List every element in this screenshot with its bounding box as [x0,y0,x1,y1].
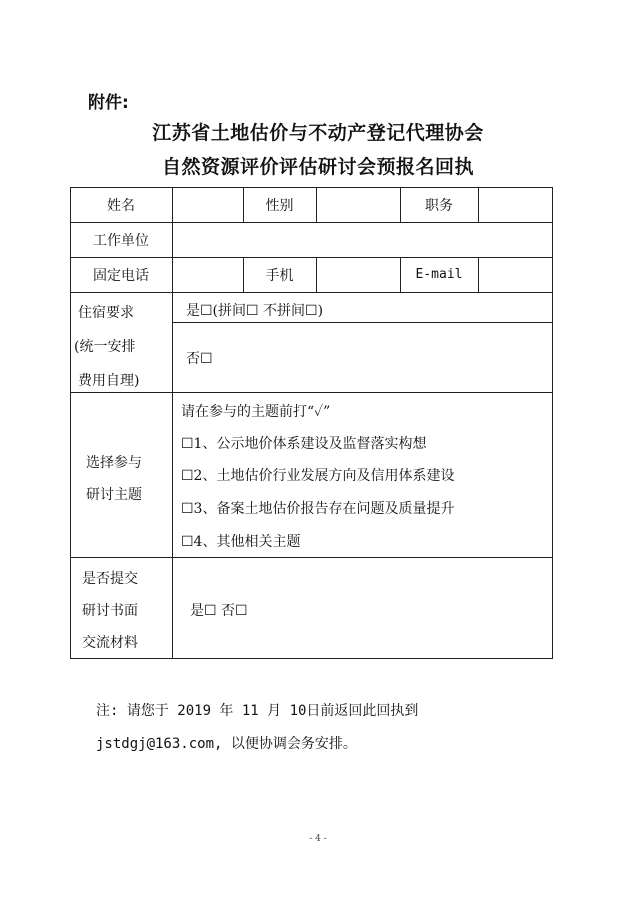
submit-label-line-1: 是否提交 [82,571,138,587]
lodging-yes-option[interactable]: 是☐(拼间☐ 不拼间☐) [186,303,324,319]
position-field[interactable] [478,187,552,222]
topic-option-4[interactable]: ☐4、其他相关主题 [181,534,301,550]
form-title-line-1: 江苏省土地估价与不动产登记代理协会 [152,122,484,144]
topic-label-line-1: 选择参与 [86,455,142,471]
topic-label-line-2: 研讨主题 [86,487,142,503]
name-field[interactable] [172,187,243,222]
gender-label: 性别 [265,197,294,214]
topic-instruction: 请在参与的主题前打“✓” [181,404,331,420]
position-label: 职务 [425,197,453,214]
lodging-no-option[interactable]: 否☐ [186,351,213,367]
table-row-divider [70,557,552,558]
name-label: 姓名 [107,197,135,214]
work-unit-label: 工作单位 [93,232,149,249]
submit-label-line-2: 研讨书面 [82,603,138,619]
mobile-label: 手机 [265,267,294,284]
email-field[interactable] [478,257,552,292]
page-number: - 4 - [309,834,327,844]
lodging-label-line-3: 费用自理) [78,373,140,389]
submit-label-line-3: 交流材料 [82,635,138,651]
phone-label: 固定电话 [93,267,149,284]
table-border-right [552,187,553,659]
topic-option-2[interactable]: ☐2、土地估价行业发展方向及信用体系建设 [181,468,455,484]
work-unit-field[interactable] [172,222,552,257]
table-row-divider [70,392,552,393]
note-line-2: jstdgj@163.com, 以便协调会务安排。 [96,736,357,752]
form-title-line-2: 自然资源评价评估研讨会预报名回执 [161,156,474,178]
topic-option-1[interactable]: ☐1、公示地价体系建设及监督落实构想 [181,436,427,452]
gender-field[interactable] [316,187,400,222]
attachment-label: 附件: [88,93,129,113]
phone-field[interactable] [172,257,243,292]
table-row-divider [70,292,552,293]
topic-option-3[interactable]: ☐3、备案土地估价报告存在问题及质量提升 [181,501,455,517]
mobile-field[interactable] [316,257,400,292]
submit-yes-no-options[interactable]: 是☐ 否☐ [190,603,248,619]
note-line-1: 注: 请您于 2019 年 11 月 10日前返回此回执到 [96,703,419,719]
lodging-label-line-2: (统一安排 [74,339,136,355]
table-border-bottom [70,658,552,659]
table-row-divider [172,322,552,323]
lodging-label-line-1: 住宿要求 [78,305,134,321]
email-label: E-mail [415,267,463,282]
